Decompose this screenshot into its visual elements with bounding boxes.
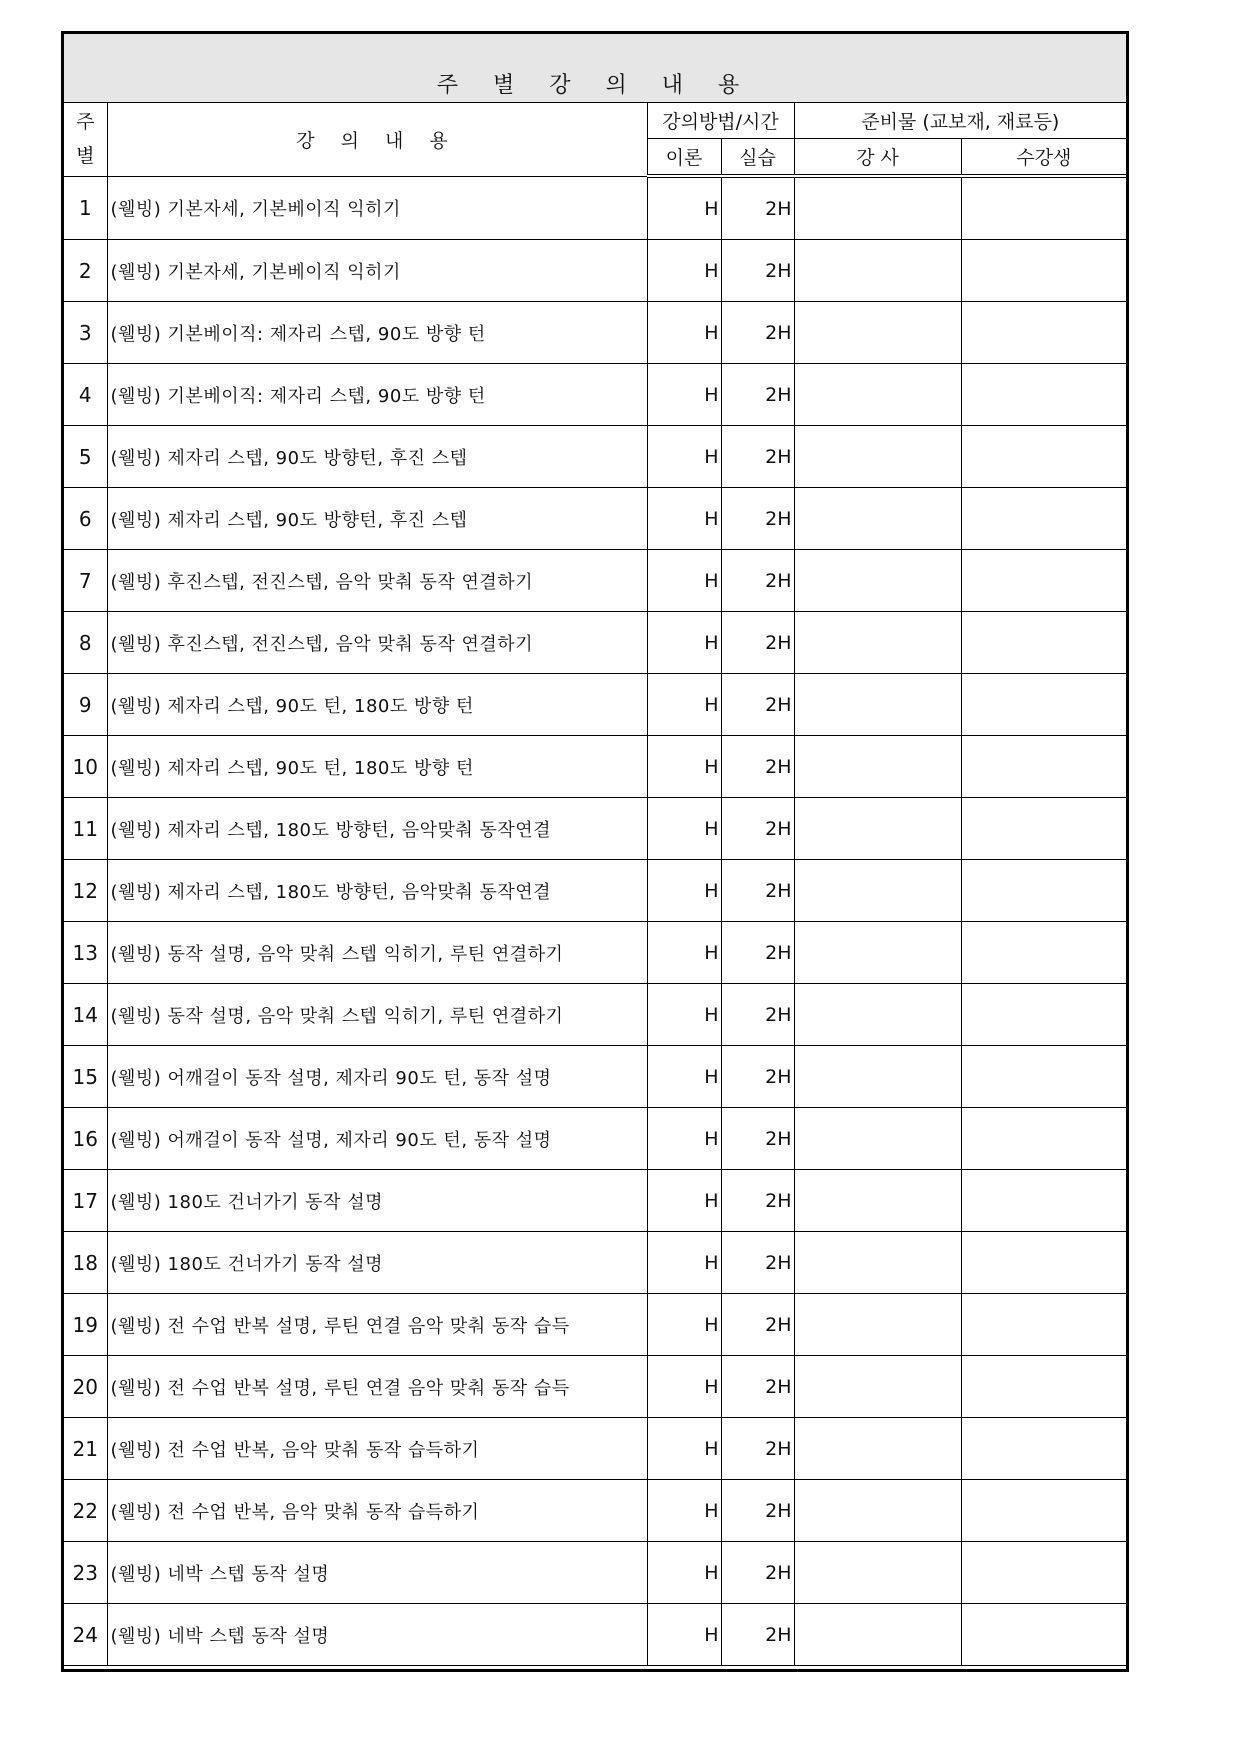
student-cell bbox=[961, 1542, 1126, 1604]
practice-cell: 2H bbox=[721, 612, 794, 674]
content-cell: (웰빙) 전 수업 반복 설명, 루틴 연결 음악 맞춰 동작 습득 bbox=[107, 1294, 647, 1356]
header-row-1 bbox=[64, 103, 1126, 139]
table-title: 주 별 강 의 내 용 bbox=[64, 34, 1126, 103]
week-cell: 18 bbox=[64, 1232, 107, 1294]
practice-cell: 2H bbox=[721, 550, 794, 612]
content-cell: (웰빙) 후진스텝, 전진스텝, 음악 맞춰 동작 연결하기 bbox=[107, 550, 647, 612]
instructor-cell bbox=[794, 612, 961, 674]
instructor-cell bbox=[794, 1046, 961, 1108]
table-row bbox=[64, 1108, 1126, 1170]
practice-cell: 2H bbox=[721, 860, 794, 922]
instructor-cell bbox=[794, 1356, 961, 1418]
instructor-cell bbox=[794, 364, 961, 426]
content-cell: (웰빙) 전 수업 반복 설명, 루틴 연결 음악 맞춰 동작 습득 bbox=[107, 1356, 647, 1418]
content-cell: (웰빙) 기본베이직: 제자리 스텝, 90도 방향 턴 bbox=[107, 364, 647, 426]
content-cell: (웰빙) 후진스텝, 전진스텝, 음악 맞춰 동작 연결하기 bbox=[107, 612, 647, 674]
practice-cell: 2H bbox=[721, 674, 794, 736]
theory-cell: H bbox=[647, 1232, 721, 1294]
student-cell bbox=[961, 1170, 1126, 1232]
theory-cell: H bbox=[647, 984, 721, 1046]
instructor-cell bbox=[794, 1294, 961, 1356]
week-cell: 2 bbox=[64, 240, 107, 302]
instructor-cell bbox=[794, 1542, 961, 1604]
table-row bbox=[64, 736, 1126, 798]
header-week-bottom: 별 bbox=[76, 145, 95, 168]
content-cell: (웰빙) 기본자세, 기본베이직 익히기 bbox=[107, 240, 647, 302]
instructor-cell bbox=[794, 1232, 961, 1294]
table-row bbox=[64, 1170, 1126, 1232]
student-cell bbox=[961, 364, 1126, 426]
table-row bbox=[64, 612, 1126, 674]
table-row bbox=[64, 488, 1126, 550]
practice-cell: 2H bbox=[721, 1356, 794, 1418]
practice-cell: 2H bbox=[721, 922, 794, 984]
theory-cell: H bbox=[647, 612, 721, 674]
instructor-cell bbox=[794, 1418, 961, 1480]
practice-cell: 2H bbox=[721, 984, 794, 1046]
student-cell bbox=[961, 674, 1126, 736]
table-row bbox=[64, 176, 1126, 240]
practice-cell: 2H bbox=[721, 736, 794, 798]
theory-cell: H bbox=[647, 1170, 721, 1232]
instructor-cell bbox=[794, 860, 961, 922]
theory-cell: H bbox=[647, 860, 721, 922]
student-cell bbox=[961, 860, 1126, 922]
instructor-cell bbox=[794, 922, 961, 984]
instructor-cell bbox=[794, 488, 961, 550]
instructor-cell bbox=[794, 674, 961, 736]
table-row bbox=[64, 550, 1126, 612]
practice-cell: 2H bbox=[721, 1170, 794, 1232]
table-row bbox=[64, 1418, 1126, 1480]
practice-cell: 2H bbox=[721, 176, 794, 240]
instructor-cell bbox=[794, 736, 961, 798]
student-cell bbox=[961, 550, 1126, 612]
student-cell bbox=[961, 1108, 1126, 1170]
table-row bbox=[64, 1046, 1126, 1108]
week-cell: 21 bbox=[64, 1418, 107, 1480]
week-cell: 23 bbox=[64, 1542, 107, 1604]
content-cell: (웰빙) 제자리 스텝, 180도 방향턴, 음악맞춰 동작연결 bbox=[107, 860, 647, 922]
table-row bbox=[64, 922, 1126, 984]
practice-cell: 2H bbox=[721, 240, 794, 302]
theory-cell: H bbox=[647, 1480, 721, 1542]
week-cell: 1 bbox=[64, 176, 107, 240]
student-cell bbox=[961, 302, 1126, 364]
theory-cell: H bbox=[647, 736, 721, 798]
content-cell: (웰빙) 제자리 스텝, 90도 방향턴, 후진 스텝 bbox=[107, 426, 647, 488]
week-cell: 7 bbox=[64, 550, 107, 612]
table-row bbox=[64, 860, 1126, 922]
practice-cell: 2H bbox=[721, 1418, 794, 1480]
theory-cell: H bbox=[647, 364, 721, 426]
week-cell: 4 bbox=[64, 364, 107, 426]
table-row bbox=[64, 1232, 1126, 1294]
content-cell: (웰빙) 어깨걸이 동작 설명, 제자리 90도 턴, 동작 설명 bbox=[107, 1046, 647, 1108]
header-content: 강 의 내 용 bbox=[107, 103, 647, 177]
instructor-cell bbox=[794, 550, 961, 612]
table-row bbox=[64, 1356, 1126, 1418]
content-cell: (웰빙) 제자리 스텝, 90도 턴, 180도 방향 턴 bbox=[107, 736, 647, 798]
theory-cell: H bbox=[647, 1356, 721, 1418]
week-cell: 16 bbox=[64, 1108, 107, 1170]
theory-cell: H bbox=[647, 1046, 721, 1108]
student-cell bbox=[961, 984, 1126, 1046]
student-cell bbox=[961, 922, 1126, 984]
week-cell: 13 bbox=[64, 922, 107, 984]
content-cell: (웰빙) 기본베이직: 제자리 스텝, 90도 방향 턴 bbox=[107, 302, 647, 364]
practice-cell: 2H bbox=[721, 488, 794, 550]
practice-cell: 2H bbox=[721, 426, 794, 488]
theory-cell: H bbox=[647, 550, 721, 612]
instructor-cell bbox=[794, 426, 961, 488]
student-cell bbox=[961, 1294, 1126, 1356]
week-cell: 24 bbox=[64, 1604, 107, 1666]
instructor-cell bbox=[794, 302, 961, 364]
table-row bbox=[64, 240, 1126, 302]
week-cell: 5 bbox=[64, 426, 107, 488]
theory-cell: H bbox=[647, 176, 721, 240]
week-cell: 8 bbox=[64, 612, 107, 674]
theory-cell: H bbox=[647, 674, 721, 736]
header-week bbox=[64, 103, 107, 177]
student-cell bbox=[961, 736, 1126, 798]
header-week-top: 주 bbox=[76, 111, 95, 134]
instructor-cell bbox=[794, 240, 961, 302]
practice-cell: 2H bbox=[721, 1480, 794, 1542]
content-cell: (웰빙) 기본자세, 기본베이직 익히기 bbox=[107, 176, 647, 240]
table-row bbox=[64, 1480, 1126, 1542]
student-cell bbox=[961, 798, 1126, 860]
instructor-cell bbox=[794, 984, 961, 1046]
student-cell bbox=[961, 488, 1126, 550]
table-row bbox=[64, 674, 1126, 736]
student-cell bbox=[961, 1356, 1126, 1418]
content-cell: (웰빙) 제자리 스텝, 90도 방향턴, 후진 스텝 bbox=[107, 488, 647, 550]
student-cell bbox=[961, 1046, 1126, 1108]
table-row bbox=[64, 364, 1126, 426]
week-cell: 15 bbox=[64, 1046, 107, 1108]
content-cell: (웰빙) 180도 건너가기 동작 설명 bbox=[107, 1170, 647, 1232]
practice-cell: 2H bbox=[721, 1108, 794, 1170]
week-cell: 9 bbox=[64, 674, 107, 736]
theory-cell: H bbox=[647, 1604, 721, 1666]
student-cell bbox=[961, 426, 1126, 488]
week-cell: 17 bbox=[64, 1170, 107, 1232]
header-student: 수강생 bbox=[961, 139, 1126, 177]
week-cell: 10 bbox=[64, 736, 107, 798]
instructor-cell bbox=[794, 798, 961, 860]
instructor-cell bbox=[794, 1604, 961, 1666]
week-cell: 20 bbox=[64, 1356, 107, 1418]
instructor-cell bbox=[794, 176, 961, 240]
table-row bbox=[64, 426, 1126, 488]
theory-cell: H bbox=[647, 488, 721, 550]
theory-cell: H bbox=[647, 1418, 721, 1480]
weekly-lecture-plan-sheet bbox=[61, 31, 1129, 1672]
student-cell bbox=[961, 1232, 1126, 1294]
practice-cell: 2H bbox=[721, 302, 794, 364]
theory-cell: H bbox=[647, 302, 721, 364]
content-cell: (웰빙) 제자리 스텝, 180도 방향턴, 음악맞춰 동작연결 bbox=[107, 798, 647, 860]
week-cell: 22 bbox=[64, 1480, 107, 1542]
theory-cell: H bbox=[647, 240, 721, 302]
content-cell: (웰빙) 전 수업 반복, 음악 맞춰 동작 습득하기 bbox=[107, 1418, 647, 1480]
content-cell: (웰빙) 제자리 스텝, 90도 턴, 180도 방향 턴 bbox=[107, 674, 647, 736]
content-cell: (웰빙) 전 수업 반복, 음악 맞춰 동작 습득하기 bbox=[107, 1480, 647, 1542]
student-cell bbox=[961, 612, 1126, 674]
theory-cell: H bbox=[647, 1542, 721, 1604]
theory-cell: H bbox=[647, 922, 721, 984]
practice-cell: 2H bbox=[721, 1604, 794, 1666]
practice-cell: 2H bbox=[721, 1294, 794, 1356]
content-cell: (웰빙) 네박 스텝 동작 설명 bbox=[107, 1604, 647, 1666]
content-cell: (웰빙) 네박 스텝 동작 설명 bbox=[107, 1542, 647, 1604]
theory-cell: H bbox=[647, 798, 721, 860]
instructor-cell bbox=[794, 1480, 961, 1542]
title-row bbox=[64, 34, 1126, 103]
theory-cell: H bbox=[647, 1294, 721, 1356]
student-cell bbox=[961, 1480, 1126, 1542]
header-theory: 이론 bbox=[647, 139, 721, 177]
weekly-lecture-table bbox=[64, 34, 1126, 1666]
week-cell: 14 bbox=[64, 984, 107, 1046]
week-cell: 12 bbox=[64, 860, 107, 922]
table-row bbox=[64, 798, 1126, 860]
theory-cell: H bbox=[647, 426, 721, 488]
content-cell: (웰빙) 180도 건너가기 동작 설명 bbox=[107, 1232, 647, 1294]
table-row bbox=[64, 302, 1126, 364]
content-cell: (웰빙) 어깨걸이 동작 설명, 제자리 90도 턴, 동작 설명 bbox=[107, 1108, 647, 1170]
practice-cell: 2H bbox=[721, 1046, 794, 1108]
practice-cell: 2H bbox=[721, 364, 794, 426]
header-practice: 실습 bbox=[721, 139, 794, 177]
theory-cell: H bbox=[647, 1108, 721, 1170]
content-cell: (웰빙) 동작 설명, 음악 맞춰 스텝 익히기, 루틴 연결하기 bbox=[107, 984, 647, 1046]
table-row bbox=[64, 1604, 1126, 1666]
table-row bbox=[64, 984, 1126, 1046]
student-cell bbox=[961, 176, 1126, 240]
header-materials: 준비물 (교보재, 재료등) bbox=[794, 103, 1126, 139]
table-row bbox=[64, 1542, 1126, 1604]
week-cell: 11 bbox=[64, 798, 107, 860]
practice-cell: 2H bbox=[721, 1232, 794, 1294]
content-cell: (웰빙) 동작 설명, 음악 맞춰 스텝 익히기, 루틴 연결하기 bbox=[107, 922, 647, 984]
practice-cell: 2H bbox=[721, 1542, 794, 1604]
instructor-cell bbox=[794, 1170, 961, 1232]
practice-cell: 2H bbox=[721, 798, 794, 860]
instructor-cell bbox=[794, 1108, 961, 1170]
student-cell bbox=[961, 1418, 1126, 1480]
student-cell bbox=[961, 1604, 1126, 1666]
table-row bbox=[64, 1294, 1126, 1356]
week-cell: 6 bbox=[64, 488, 107, 550]
student-cell bbox=[961, 240, 1126, 302]
week-cell: 19 bbox=[64, 1294, 107, 1356]
header-method: 강의방법/시간 bbox=[647, 103, 794, 139]
header-instructor: 강 사 bbox=[794, 139, 961, 177]
week-cell: 3 bbox=[64, 302, 107, 364]
